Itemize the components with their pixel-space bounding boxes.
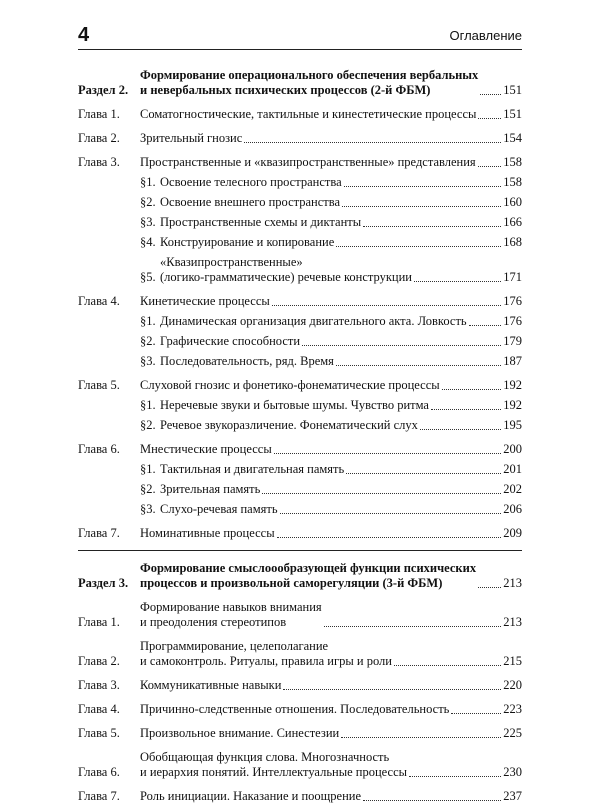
dot-leader: [478, 166, 502, 167]
toc-label: Глава 1.: [78, 615, 120, 629]
page-header: [78, 22, 522, 48]
toc-title-line: Графические способности: [160, 334, 301, 348]
dot-leader: [280, 513, 502, 514]
toc-title-line: Динамическая организация двигательного акта. Ловкость: [160, 314, 467, 328]
toc-title-line: Слуховой гнозис и фонетико-фонематические процессы: [140, 378, 440, 392]
dot-leader: [414, 281, 501, 282]
toc-title: [160, 462, 344, 477]
dot-leader: [431, 409, 501, 410]
toc-title-line: Кинетические процессы: [140, 294, 270, 308]
toc-label: Раздел 3.: [78, 576, 129, 590]
toc-label: §1.: [140, 462, 156, 476]
toc-title: [140, 639, 392, 669]
toc-title: [140, 442, 272, 457]
toc-title-line: (логико-грамматические) речевые конструкции: [160, 270, 412, 284]
running-title: Оглавление: [449, 28, 522, 43]
toc-title-line: Последовательность, ряд. Время: [160, 354, 334, 368]
toc-chapter[interactable]: [78, 726, 522, 741]
toc-label: §3.: [140, 502, 156, 516]
toc-label: Глава 2.: [78, 654, 120, 668]
dot-leader: [451, 713, 501, 714]
toc-title-line: Формирование операционального обеспечения вербальных: [140, 68, 479, 82]
toc-title-line: и преодоления стереотипов: [140, 615, 287, 629]
toc-title-line: Коммуникативные навыки: [140, 678, 282, 692]
toc-subsection[interactable]: [78, 334, 522, 349]
toc-title: [160, 314, 467, 329]
toc-page-number: 213: [503, 615, 522, 629]
toc-page-number: 237: [503, 789, 522, 803]
toc-page-number: 171: [503, 270, 522, 284]
toc-title-line: и невербальных психических процессов (2-й ФБМ): [140, 83, 431, 97]
toc-chapter[interactable]: [78, 600, 522, 630]
toc-title: [160, 235, 334, 250]
toc-subsection[interactable]: [78, 462, 522, 477]
toc-page-number: 160: [503, 195, 522, 209]
dot-leader: [342, 206, 501, 207]
dot-leader: [478, 587, 501, 588]
toc-title: [140, 678, 281, 693]
toc-title-line: и иерархия понятий. Интеллектуальные процессы: [140, 765, 408, 779]
toc-label: Глава 3.: [78, 678, 120, 692]
toc-title: [140, 726, 339, 741]
toc-chapter[interactable]: [78, 526, 522, 541]
toc-page-number: 209: [503, 526, 522, 540]
toc-title-line: Тактильная и двигательная память: [160, 462, 345, 476]
toc-label: §2.: [140, 195, 156, 209]
toc-title-line: Произвольное внимание. Синестезии: [140, 726, 340, 740]
dot-leader: [336, 246, 501, 247]
toc-title: [160, 482, 260, 497]
toc-label: Глава 7.: [78, 789, 120, 803]
toc-page-number: 179: [503, 334, 522, 348]
toc-chapter[interactable]: [78, 678, 522, 693]
toc-page-number: 220: [503, 678, 522, 692]
toc-title: [160, 418, 418, 433]
toc-page-number: 166: [503, 215, 522, 229]
toc-subsection[interactable]: [78, 482, 522, 497]
toc-page-number: 192: [503, 398, 522, 412]
toc-page-number: 215: [503, 654, 522, 668]
toc-title: [140, 378, 440, 393]
toc-title: [140, 789, 361, 804]
toc-label: §1.: [140, 314, 156, 328]
toc-page-number: 192: [503, 378, 522, 392]
toc-title-line: и самоконтроль. Ритуалы, правила игры и роли: [140, 654, 392, 668]
toc-subsection[interactable]: [78, 255, 522, 285]
toc-label: Глава 2.: [78, 131, 120, 145]
toc-title-line: Мнестические процессы: [140, 442, 272, 456]
toc-title-line: Пространственные и «квазипространственные» представления: [140, 155, 476, 169]
dot-leader: [262, 493, 501, 494]
toc-page-number: 158: [503, 175, 522, 189]
toc-subsection[interactable]: [78, 235, 522, 250]
toc-label: Глава 5.: [78, 378, 120, 392]
toc-title-line: Зрительная память: [160, 482, 261, 496]
toc-title: [140, 107, 476, 122]
dot-leader: [277, 537, 502, 538]
toc-title: [160, 334, 300, 349]
toc-title-line: процессов и произвольной саморегуляции (3-й ФБМ): [140, 576, 443, 590]
toc-page-number: 225: [503, 726, 522, 740]
dot-leader: [324, 626, 502, 627]
toc-page-number: 158: [503, 155, 522, 169]
toc-label: §2.: [140, 482, 156, 496]
toc-label: Глава 3.: [78, 155, 120, 169]
dot-leader: [469, 325, 502, 326]
toc-title: [140, 750, 407, 780]
toc-label: Глава 4.: [78, 702, 120, 716]
toc-title: [160, 175, 342, 190]
toc-title-line: Программирование, целеполагание: [140, 639, 329, 653]
toc-page-number: 187: [503, 354, 522, 368]
toc-page-number: 223: [503, 702, 522, 716]
toc-page-number: 201: [503, 462, 522, 476]
toc-subsection[interactable]: [78, 354, 522, 369]
toc-title-line: Обобщающая функция слова. Многозначность: [140, 750, 390, 764]
toc-title: [140, 294, 270, 309]
dot-leader: [244, 142, 501, 143]
toc-title: [140, 702, 449, 717]
toc-subsection[interactable]: [78, 502, 522, 517]
toc-label: §4.: [140, 235, 156, 249]
dot-leader: [478, 118, 501, 119]
toc-page-number: 206: [503, 502, 522, 516]
toc-subsection[interactable]: [78, 418, 522, 433]
toc-title: [160, 195, 340, 210]
toc-title-line: Зрительный гнозис: [140, 131, 243, 145]
toc-title-line: Слухо-речевая память: [160, 502, 278, 516]
toc-label: §1.: [140, 398, 156, 412]
dot-leader: [442, 389, 502, 390]
toc-title: [140, 561, 476, 591]
toc-title-line: Речевое звукоразличение. Фонематический слух: [160, 418, 418, 432]
toc-label: Глава 1.: [78, 107, 120, 121]
toc-chapter[interactable]: [78, 789, 522, 804]
toc-chapter[interactable]: [78, 750, 522, 780]
toc-title: [140, 600, 322, 630]
toc-label: §3.: [140, 215, 156, 229]
toc-chapter[interactable]: [78, 442, 522, 457]
section-divider: [78, 550, 522, 551]
dot-leader: [420, 429, 501, 430]
toc-label: §2.: [140, 418, 156, 432]
toc-page-number: 202: [503, 482, 522, 496]
toc-title: [140, 131, 242, 146]
toc-label: Глава 6.: [78, 442, 120, 456]
dot-leader: [283, 689, 501, 690]
toc-page-number: 230: [503, 765, 522, 779]
dot-leader: [480, 94, 501, 95]
toc-title-line: Освоение внешнего пространства: [160, 195, 341, 209]
toc-page-number: 176: [503, 294, 522, 308]
dot-leader: [302, 345, 501, 346]
dot-leader: [274, 453, 502, 454]
toc-label: Раздел 2.: [78, 83, 129, 97]
dot-leader: [272, 305, 501, 306]
toc-chapter[interactable]: [78, 639, 522, 669]
dot-leader: [344, 186, 502, 187]
toc-label: §5.: [140, 270, 156, 284]
dot-leader: [363, 226, 501, 227]
toc-title: [140, 68, 478, 98]
toc-label: Глава 6.: [78, 765, 120, 779]
toc-label: §3.: [140, 354, 156, 368]
toc-title: [160, 398, 429, 413]
toc-title-line: Роль инициации. Наказание и поощрение: [140, 789, 362, 803]
toc-title: [160, 502, 278, 517]
toc-title-line: Пространственные схемы и диктанты: [160, 215, 362, 229]
toc-title-line: Освоение телесного пространства: [160, 175, 342, 189]
toc-page-number: 154: [503, 131, 522, 145]
toc-chapter[interactable]: [78, 107, 522, 122]
toc-section[interactable]: [78, 68, 522, 98]
toc-page-number: 195: [503, 418, 522, 432]
toc-subsection[interactable]: [78, 314, 522, 329]
dot-leader: [409, 776, 501, 777]
toc-title-line: Причинно-следственные отношения. Последовательность: [140, 702, 450, 716]
toc-page-number: 168: [503, 235, 522, 249]
toc-title: [160, 354, 334, 369]
toc-title-line: Неречевые звуки и бытовые шумы. Чувство ритма: [160, 398, 429, 412]
toc-section[interactable]: [78, 561, 522, 591]
toc-title-line: Формирование навыков внимания: [140, 600, 322, 614]
toc-subsection[interactable]: [78, 215, 522, 230]
toc-chapter[interactable]: [78, 378, 522, 393]
toc-page-number: 200: [503, 442, 522, 456]
toc-chapter[interactable]: [78, 131, 522, 146]
toc-subsection[interactable]: [78, 195, 522, 210]
toc-page-number: 176: [503, 314, 522, 328]
toc-title: [160, 215, 361, 230]
toc-title-line: Соматогностические, тактильные и кинестетические процессы: [140, 107, 477, 121]
toc-title: [160, 255, 412, 285]
toc-title-line: Формирование смыслоообразующей функции психических: [140, 561, 477, 575]
toc-chapter[interactable]: [78, 702, 522, 717]
toc-chapter[interactable]: [78, 294, 522, 309]
dot-leader: [336, 365, 501, 366]
toc-title-line: Номинативные процессы: [140, 526, 275, 540]
toc-page-number: 151: [503, 107, 522, 121]
toc-title-line: Конструирование и копирование: [160, 235, 335, 249]
toc-title-line: «Квазипространственные»: [160, 255, 303, 269]
header-rule: [78, 49, 522, 50]
toc-subsection[interactable]: [78, 175, 522, 190]
toc-subsection[interactable]: [78, 398, 522, 413]
table-of-contents: [78, 58, 522, 804]
toc-label: Глава 7.: [78, 526, 120, 540]
dot-leader: [363, 800, 501, 801]
page-number: 4: [78, 24, 90, 46]
toc-chapter[interactable]: [78, 155, 522, 170]
dot-leader: [346, 473, 501, 474]
dot-leader: [394, 665, 501, 666]
toc-page-number: 151: [503, 83, 522, 97]
toc-label: §1.: [140, 175, 156, 189]
toc-page-number: 213: [503, 576, 522, 590]
toc-label: §2.: [140, 334, 156, 348]
toc-label: Глава 5.: [78, 726, 120, 740]
toc-title: [140, 526, 275, 541]
toc-title: [140, 155, 476, 170]
toc-label: Глава 4.: [78, 294, 120, 308]
dot-leader: [341, 737, 501, 738]
